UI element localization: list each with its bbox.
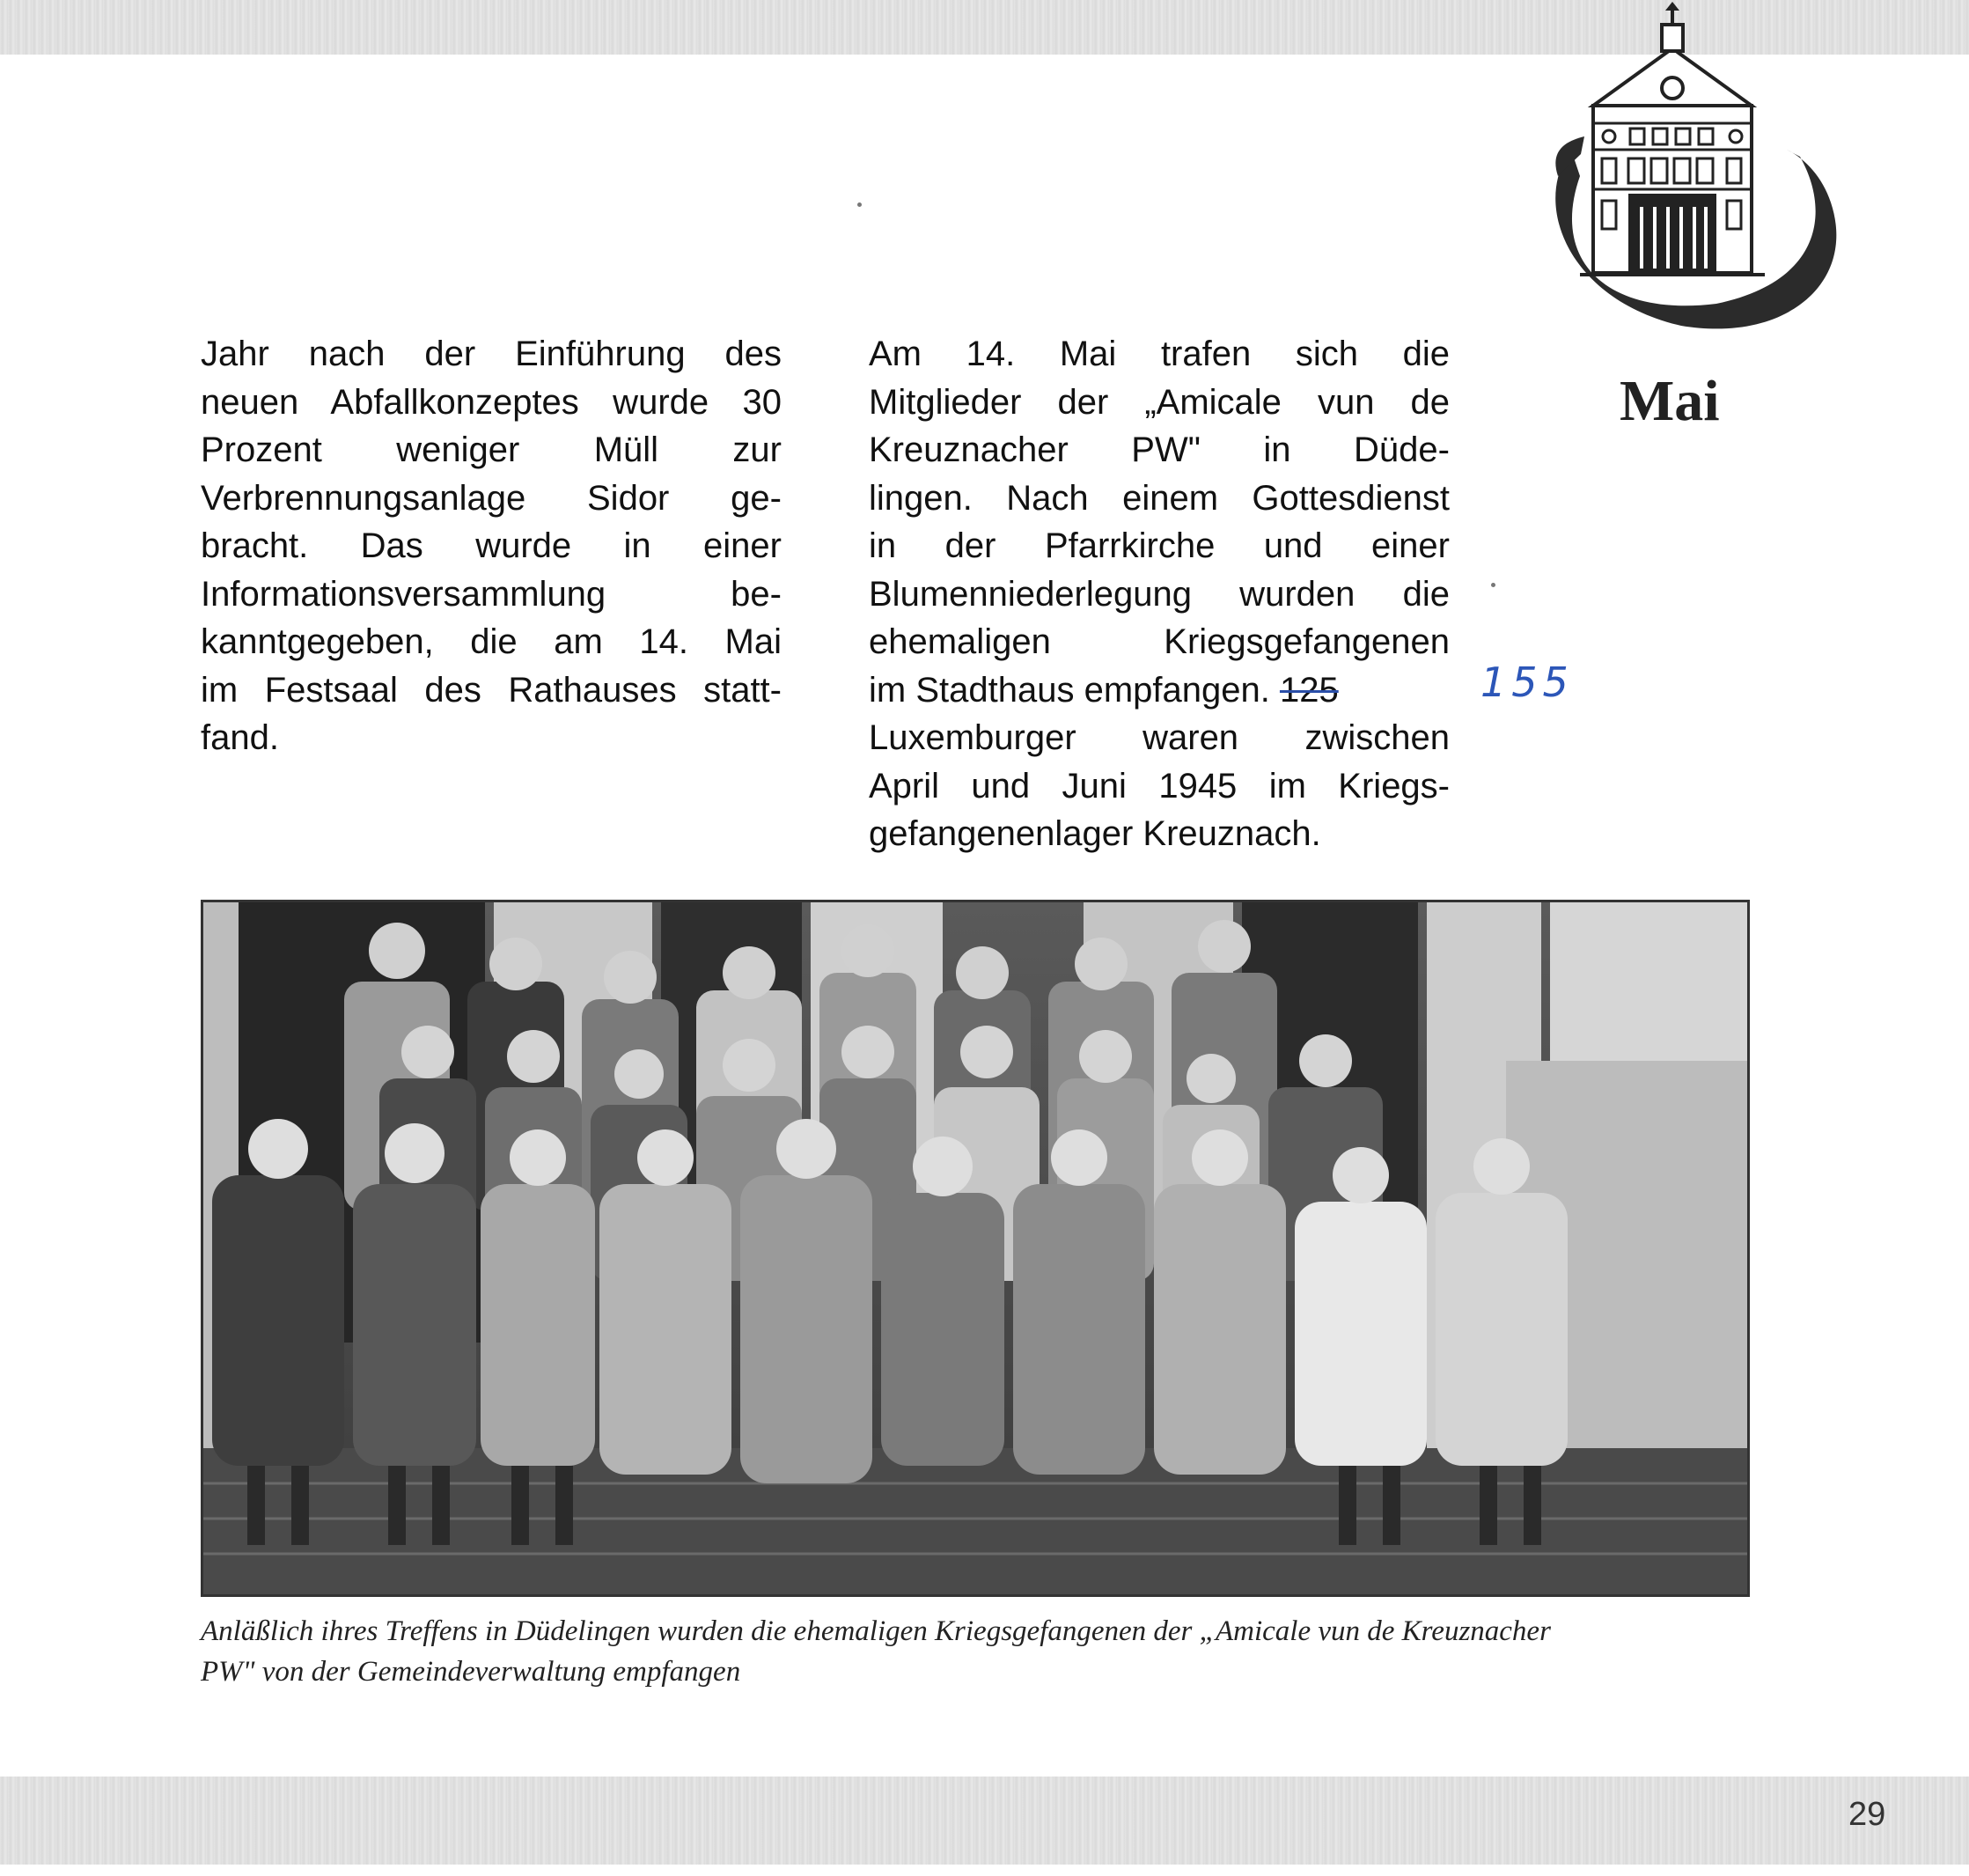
left-text-column bbox=[201, 330, 782, 762]
text-line: im Festsaal des Rathauses statt- bbox=[201, 670, 782, 710]
text-line: Prozent weniger Müll zur bbox=[201, 430, 782, 469]
page-number: 29 bbox=[1848, 1796, 1886, 1833]
text-line: lingen. Nach einem Gottesdienst bbox=[869, 478, 1450, 518]
text-line: April und Juni 1945 im Kriegs- bbox=[869, 766, 1450, 806]
text-line: Kreuznacher PW" in Düde- bbox=[869, 430, 1450, 469]
text-fragment: im Stadthaus empfangen. bbox=[869, 670, 1280, 710]
text-line: neuen Abfallkonzeptes wurde 30 bbox=[201, 382, 782, 422]
scan-speck bbox=[857, 202, 862, 207]
group-photo-illustration bbox=[203, 902, 1747, 1594]
caption-line: PW" von der Gemeindeverwaltung empfangen bbox=[201, 1656, 741, 1688]
photo-caption bbox=[201, 1611, 1776, 1692]
month-title: Mai bbox=[1620, 369, 1720, 433]
right-text-column bbox=[869, 330, 1450, 858]
town-hall-logo-icon bbox=[1496, 0, 1848, 352]
group-photo-image bbox=[201, 900, 1750, 1597]
text-line: Mitglieder der „Amicale vun de bbox=[869, 382, 1450, 422]
text-line: gefangenenlager Kreuznach. bbox=[869, 814, 1321, 853]
text-line: Luxemburger waren zwischen bbox=[869, 718, 1450, 757]
text-line: fand. bbox=[201, 718, 279, 757]
text-line: Verbrennungsanlage Sidor ge- bbox=[201, 478, 782, 518]
text-line: in der Pfarrkirche und einer bbox=[869, 526, 1450, 565]
text-line: ehemaligen Kriegsgefangenen bbox=[869, 622, 1450, 661]
scan-speck bbox=[1491, 583, 1495, 587]
text-line: Informationsversammlung be- bbox=[201, 574, 782, 614]
caption-line: Anläßlich ihres Treffens in Düdelingen wurden die ehemaligen Kriegsgefangenen der „Amicale vun de Kreuznacher bbox=[201, 1615, 1551, 1647]
handwritten-correction: 155 bbox=[1480, 658, 1574, 706]
struck-number: 125 bbox=[1279, 670, 1339, 710]
text-line: Am 14. Mai trafen sich die bbox=[869, 335, 1450, 373]
text-line: Jahr nach der Einführung des bbox=[201, 335, 782, 373]
text-line: Blumenniederlegung wurden die bbox=[869, 574, 1450, 614]
bottom-scan-band bbox=[0, 1777, 1969, 1865]
text-line: kanntgegeben, die am 14. Mai bbox=[201, 622, 782, 661]
text-line-with-correction bbox=[869, 666, 1450, 715]
text-line: bracht. Das wurde in einer bbox=[201, 526, 782, 565]
